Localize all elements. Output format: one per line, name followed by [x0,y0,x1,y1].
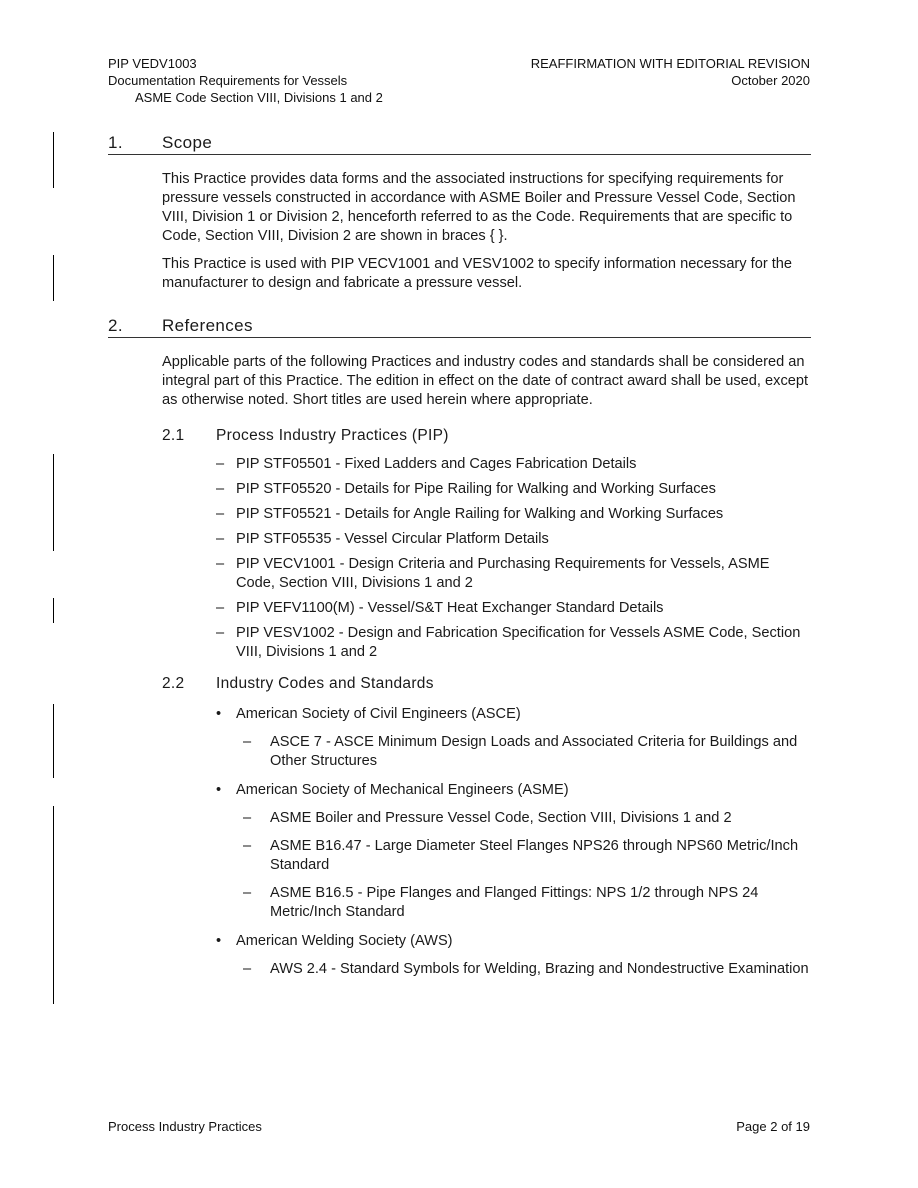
section-title: References [162,316,253,335]
scope-paragraph: This Practice is used with PIP VECV1001 and VESV1002 to specify information necessary for the manufacturer to design and fabricate a pressure vessel. [162,256,793,291]
revision-bar [53,132,54,188]
footer-org: Process Industry Practices [108,1119,262,1134]
standard-text: ASME B16.5 - Pipe Flanges and Flanged Fittings: NPS 1/2 through NPS 24 Metric/Inch Standard [270,885,759,920]
revision-bar [53,598,54,623]
page-header-left [108,55,383,106]
dash-marker: – [216,556,225,572]
standard-text: ASME Boiler and Pressure Vessel Code, Section VIII, Divisions 1 and 2 [270,810,732,826]
dash-marker: – [216,625,225,641]
organization-name: American Society of Civil Engineers (ASCE) [236,706,521,722]
references-paragraph: Applicable parts of the following Practices and industry codes and standards shall be considered an integral part of this Practice. The edition in effect on the date of contract award shall be used, except as otherwise noted. Short titles are used herein where appropriate. [162,354,809,408]
page-number: Page 2 of 19 [736,1119,810,1134]
section-number: 1. [108,133,123,152]
reference-text: PIP STF05501 - Fixed Ladders and Cages Fabrication Details [236,456,637,472]
revision-bar [53,255,54,301]
section-heading-scope [108,133,811,155]
dash-marker: – [216,531,225,547]
revision-bar [53,704,54,778]
doc-status: REAFFIRMATION WITH EDITORIAL REVISION [530,56,810,71]
dash-marker: – [243,885,252,901]
reference-text: PIP STF05520 - Details for Pipe Railing for Walking and Working Surfaces [236,481,716,497]
bullet-marker: • [216,782,222,798]
subsection-number: 2.1 [162,427,185,444]
dash-marker: – [216,600,225,616]
doc-subtitle: ASME Code Section VIII, Divisions 1 and 2 [135,90,383,105]
standard-text: AWS 2.4 - Standard Symbols for Welding, Brazing and Nondestructive Examination [270,961,809,977]
reference-text: PIP STF05535 - Vessel Circular Platform Details [236,531,549,547]
dash-marker: – [216,481,225,497]
dash-marker: – [243,810,252,826]
revision-bar [53,806,54,1004]
dash-marker: – [216,456,225,472]
subsection-title: Industry Codes and Standards [216,675,434,692]
standard-text: ASME B16.47 - Large Diameter Steel Flanges NPS26 through NPS60 Metric/Inch Standard [270,838,799,873]
dash-marker: – [243,838,252,854]
section-heading-references [108,316,811,338]
dash-marker: – [243,734,252,750]
dash-marker: – [216,506,225,522]
doc-title: Documentation Requirements for Vessels [108,73,348,88]
doc-id: PIP VEDV1003 [108,56,197,71]
dash-marker: – [243,961,252,977]
subsection-number: 2.2 [162,675,185,692]
revision-bar [53,454,54,551]
organization-name: American Welding Society (AWS) [236,933,453,949]
page-header-right [531,55,810,89]
section-title: Scope [162,133,213,152]
reference-text: PIP VESV1002 - Design and Fabrication Specification for Vessels ASME Code, Section VIII, Divisions 1 and 2 [236,625,801,660]
bullet-marker: • [216,706,222,722]
bullet-marker: • [216,933,222,949]
reference-text: PIP VECV1001 - Design Criteria and Purchasing Requirements for Vessels, ASME Code, Section VIII, Divisions 1 and 2 [236,556,770,591]
subsection-title: Process Industry Practices (PIP) [216,427,449,444]
section-number: 2. [108,316,123,335]
organization-name: American Society of Mechanical Engineers (ASME) [236,782,569,798]
reference-text: PIP VEFV1100(M) - Vessel/S&T Heat Exchanger Standard Details [236,600,664,616]
scope-paragraph: This Practice provides data forms and the associated instructions for specifying requirements for pressure vessels constructed in accordance with ASME Boiler and Pressure Vessel Code, Section VIII, Division 1 or Division 2, henceforth referred to as the Code. Requirements that are specific to Code, Section VIII, Division 2 are shown in braces { }. [162,171,796,244]
doc-date: October 2020 [731,73,810,88]
reference-text: PIP STF05521 - Details for Angle Railing for Walking and Working Surfaces [236,506,724,522]
standard-text: ASCE 7 - ASCE Minimum Design Loads and Associated Criteria for Buildings and Other Structures [270,734,798,769]
